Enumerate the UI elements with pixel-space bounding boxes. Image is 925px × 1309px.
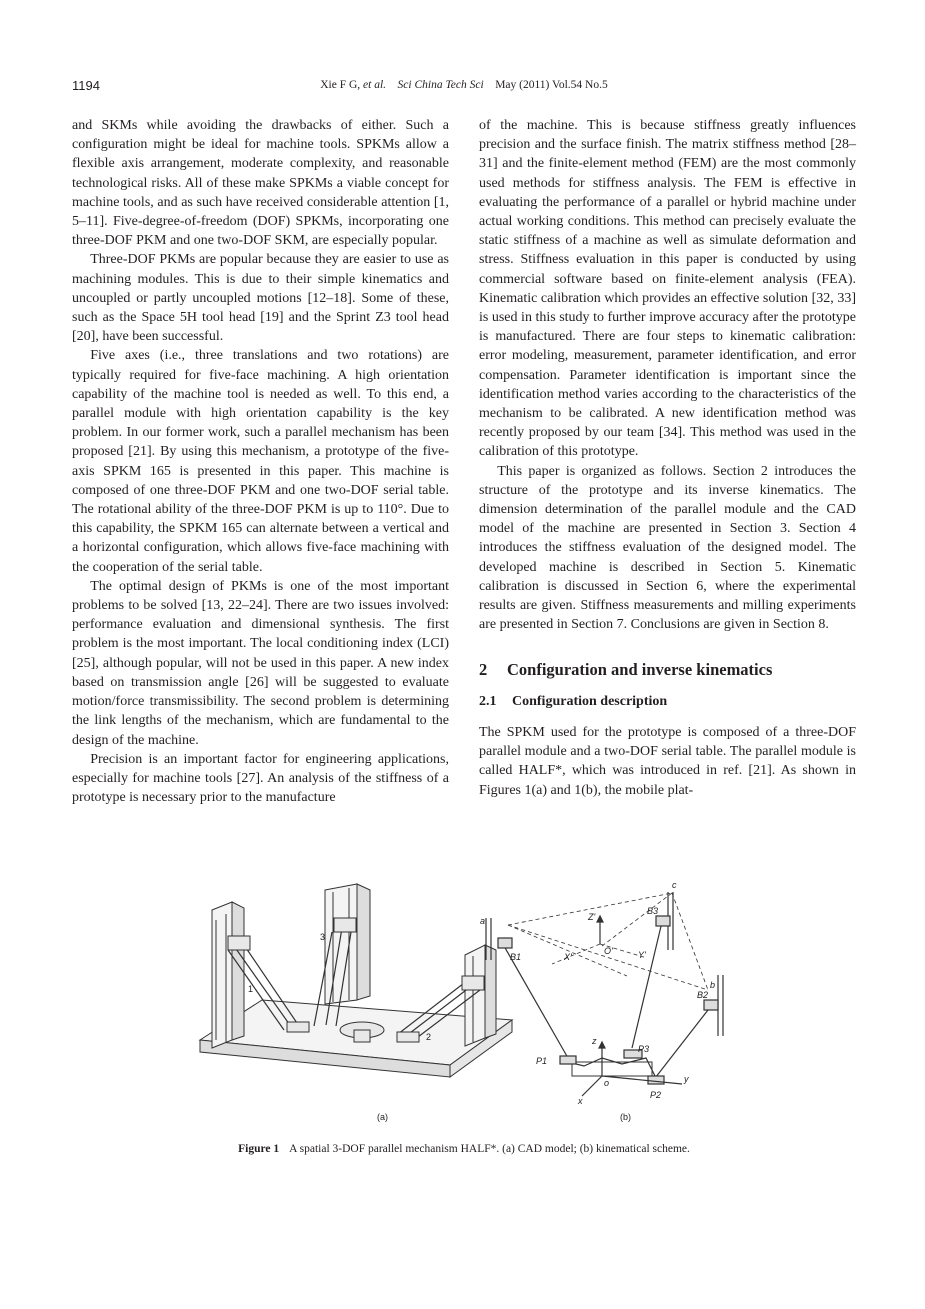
right-column bbox=[479, 116, 856, 800]
callout-2: 2 bbox=[426, 1032, 432, 1042]
paragraph: Precision is an important factor for engineering applications, especially for machine tools [27]. An analysis of the stiffness of a prototype is necessary prior to the manufacture bbox=[72, 751, 449, 806]
paragraph: Five axes (i.e., three translations and two rotations) are typically required for five-face machining. A high orientation capability of the machine tool is needed as well. To this end, a parallel module with high orientation capability is the key problem. In our former work, such a parallel mechanism has been proposed [21]. By using this mechanism, a prototype of the five-axis SPKM 165 is presented in this paper. This machine is composed of one three-DOF PKM and one two-DOF serial table. The rotational ability of the three-DOF PKM is up to 110°. Due to this capability, the SPKM 165 can alternate between a vertical and a horizontal configuration, which allows five-face machining with the cooperation of the serial table. bbox=[72, 348, 449, 575]
paragraph: and SKMs while avoiding the drawbacks of either. Such a configuration might be ideal for machine tools. SPKMs allow a flexible axis arrangement, moderate complexity, and reasonable technological risks. All of these make SPKMs a viable concept for machine tools, and as such have received considerable attention [1, 5–11]. Five-degree-of-freedom (DOF) SPKMs, incorporating one three-DOF PKM and one two-DOF SKM, are especially popular. bbox=[72, 118, 449, 249]
kinematic-scheme-drawing bbox=[472, 880, 752, 1130]
point-P2: P2 bbox=[650, 1090, 662, 1100]
header-journal: Sci China Tech Sci bbox=[397, 79, 484, 91]
figure-caption bbox=[72, 1143, 856, 1155]
figure-caption-text: A spatial 3-DOF parallel mechanism HALF*. (a) CAD model; (b) kinematical scheme. bbox=[289, 1143, 690, 1155]
point-B3: B3 bbox=[647, 906, 659, 916]
paragraph: of the machine. This is because stiffness greatly influences precision and the surface finish. The matrix stiffness method [28–31] and the finite-element method (FEM) are the most commonly used methods for stiffness analysis. The FEM is effective in evaluating the performance of a parallel or hybrid machine under actual working conditions. This method can precisely evaluate the static stiffness of a machine as well as simulate deformation and stress. Stiffness evaluation in this paper is conducted by using commercial software based on finite-element analysis (FEA). Kinematic calibration which provides an effective solution [32, 33] is used in this study to further improve accuracy after the prototype is manufactured. There are four steps to kinematic calibration: error modeling, measurement, parameter identification, and error compensation. Parameter identification is important since the identification method varies according to the characteristics of the mechanism to be calibrated. A new identification method was recently proposed by our team [34]. This method was used in the calibration of this prototype. bbox=[479, 118, 856, 460]
header-authors: Xie F G, bbox=[320, 79, 364, 91]
panel-a-label: (a) bbox=[377, 1112, 388, 1122]
page-number: 1194 bbox=[72, 78, 100, 93]
running-header bbox=[72, 78, 856, 98]
subsection-heading bbox=[479, 692, 856, 711]
section-heading bbox=[479, 660, 856, 679]
panel-b-label: (b) bbox=[620, 1112, 631, 1122]
point-B1: B1 bbox=[510, 952, 522, 962]
point-c: c bbox=[672, 880, 677, 890]
axis-X-prime: X' bbox=[564, 952, 572, 962]
paragraph: This paper is organized as follows. Section 2 introduces the structure of the prototype and its inverse kinematics. The dimension determination of the parallel module and the CAD model of the machine are presented in Section 3. Section 4 introduces the stiffness evaluation of the designed model. The developed machine is described in Section 5. Kinematic calibration is discussed in Section 6, where the experimental results are given. Stiffness measurements and milling experiments are presented in Section 7. Conclusions are given in Section 8. bbox=[479, 463, 856, 633]
header-etal: et al. bbox=[363, 79, 387, 91]
header-issue: May (2011) Vol.54 No.5 bbox=[495, 79, 608, 91]
running-title bbox=[72, 79, 856, 91]
axis-y: y bbox=[684, 1074, 689, 1084]
point-a: a bbox=[480, 916, 486, 926]
section-number: 2 bbox=[479, 660, 488, 680]
figure-1 bbox=[72, 880, 856, 1130]
subsection-number: 2.1 bbox=[479, 693, 497, 709]
figure-label: Figure 1 bbox=[238, 1143, 280, 1155]
point-o: o bbox=[604, 1078, 610, 1088]
axis-Z-prime: Z' bbox=[588, 912, 596, 922]
left-column bbox=[72, 116, 449, 807]
subsection-title: Configuration description bbox=[512, 693, 668, 709]
point-O-prime: O' bbox=[604, 946, 613, 956]
callout-3: 3 bbox=[320, 932, 326, 942]
paragraph: Three-DOF PKMs are popular because they are easier to use as machining modules. This is due to their simple kinematics and uncoupled or partly uncoupled motions [12–18]. Some of these, such as the Space 5H tool head [19] and the Sprint Z3 tool head [20], have been successful. bbox=[72, 252, 449, 345]
section-title: Configuration and inverse kinematics bbox=[507, 660, 773, 680]
axis-Y-prime: Y' bbox=[638, 950, 646, 960]
paragraph: The SPKM used for the prototype is composed of a three-DOF parallel module and a two-DOF serial table. The parallel module is called HALF*, which was introduced in ref. [21]. As shown in Figures 1(a) and 1(b), the mobile plat- bbox=[479, 724, 856, 798]
point-P1: P1 bbox=[536, 1056, 548, 1066]
callout-1: 1 bbox=[248, 984, 254, 994]
point-P3: P3 bbox=[638, 1044, 650, 1054]
point-B2: B2 bbox=[697, 990, 709, 1000]
point-b: b bbox=[710, 980, 716, 990]
paragraph: The optimal design of PKMs is one of the most important problems to be solved [13, 22–24]. There are two issues involved: performance evaluation and dimensional synthesis. The first problem is the most important. The local conditioning index (LCI) [25], although popular, will not be used in this paper. A new index based on transmission angle [26] will be suggested to evaluate motion/force transmissibility. The second problem is determining the link lengths of the mechanism, which are fundamental to the design of the machine. bbox=[72, 578, 449, 748]
axis-z: z bbox=[592, 1036, 597, 1046]
axis-x: x bbox=[578, 1096, 583, 1106]
